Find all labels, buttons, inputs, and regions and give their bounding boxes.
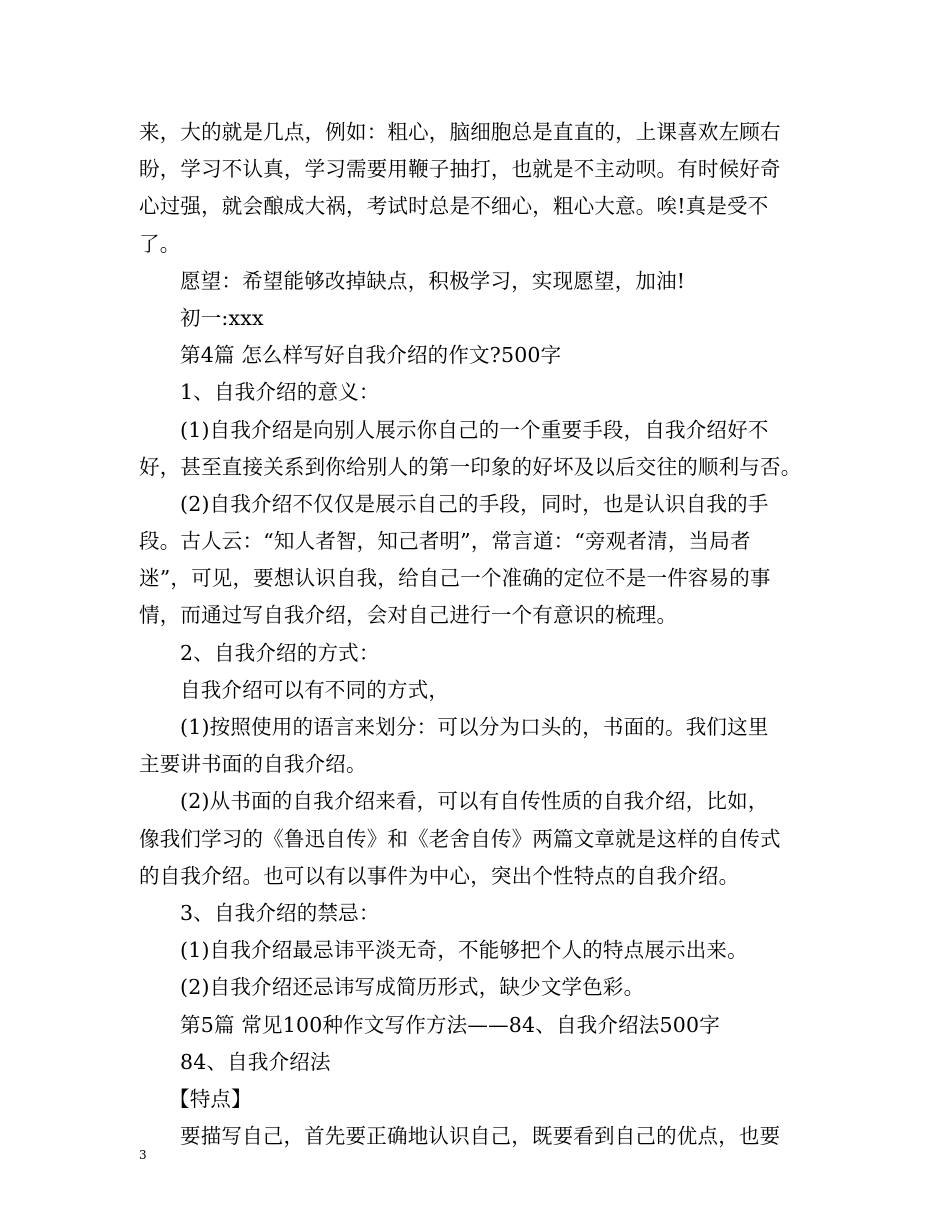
section-heading: 第4篇 怎么样写好自我介绍的作文?500字 — [180, 343, 562, 368]
subheading: 84、自我介绍法 — [180, 1049, 331, 1074]
subheading: 2、自我介绍的方式： — [180, 640, 380, 665]
text-line: (2)从书面的自我介绍来看，可以有自传性质的自我介绍，比如， — [180, 789, 769, 814]
text-line: 来，大的就是几点，例如：粗心，脑细胞总是直直的，上课喜欢左顾右 — [139, 120, 781, 144]
text-line: 初一:xxx — [180, 305, 264, 330]
text-line: 心过强，就会酿成大祸，考试时总是不细心，粗心大意。唉!真是受不 — [139, 194, 769, 219]
text-line: (1)自我介绍最忌讳平淡无奇，不能够把个人的特点展示出来。 — [180, 938, 748, 963]
text-line: 的自我介绍。也可以有以事件为中心，突出个性特点的自我介绍。 — [139, 863, 740, 888]
text-line: (1)按照使用的语言来划分：可以分为口头的，书面的。我们这里 — [180, 715, 769, 739]
text-line: 盼，学习不认真，学习需要用鞭子抽打，也就是不主动呗。有时候好奇 — [139, 157, 781, 182]
subheading: 【特点】 — [169, 1086, 252, 1111]
text-line: 情，而通过写自我介绍，会对自己进行一个有意识的梳理。 — [139, 603, 678, 628]
text-line: 愿望：希望能够改掉缺点，积极学习，实现愿望，加油! — [180, 268, 686, 293]
text-line: (1)自我介绍是向别人展示你自己的一个重要手段，自我介绍好不 — [180, 417, 769, 442]
text-line: 了。 — [139, 231, 181, 256]
text-line: 要描写自己，首先要正确地认识自己，既要看到自己的优点，也要 — [180, 1124, 781, 1149]
text-line: 段。古人云：“知人者智，知己者明”，常言道：“旁观者清，当局者 — [139, 529, 751, 554]
text-line: 自我介绍可以有不同的方式， — [180, 677, 450, 702]
text-line: (2)自我介绍不仅仅是展示自己的手段，同时，也是认识自我的手 — [180, 491, 769, 516]
text-line: 主要讲书面的自我介绍。 — [139, 752, 367, 777]
text-line: (2)自我介绍还忌讳写成简历形式，缺少文学色彩。 — [180, 975, 645, 1000]
subheading: 3、自我介绍的禁忌： — [180, 900, 380, 925]
document-body — [139, 114, 825, 1155]
page-number: 3 — [139, 1148, 147, 1162]
text-line: 像我们学习的《鲁迅自传》和《老舍自传》两篇文章就是这样的自传式 — [139, 826, 781, 851]
subheading: 1、自我介绍的意义： — [180, 380, 380, 405]
section-heading: 第5篇 常见100种作文写作方法——84、自我介绍法500字 — [180, 1012, 720, 1037]
text-line: 迷”，可见，要想认识自我，给自己一个准确的定位不是一件容易的事 — [139, 566, 771, 591]
text-line: 好，甚至直接关系到你给别人的第一印象的好坏及以后交往的顺利与否。 — [139, 454, 802, 479]
